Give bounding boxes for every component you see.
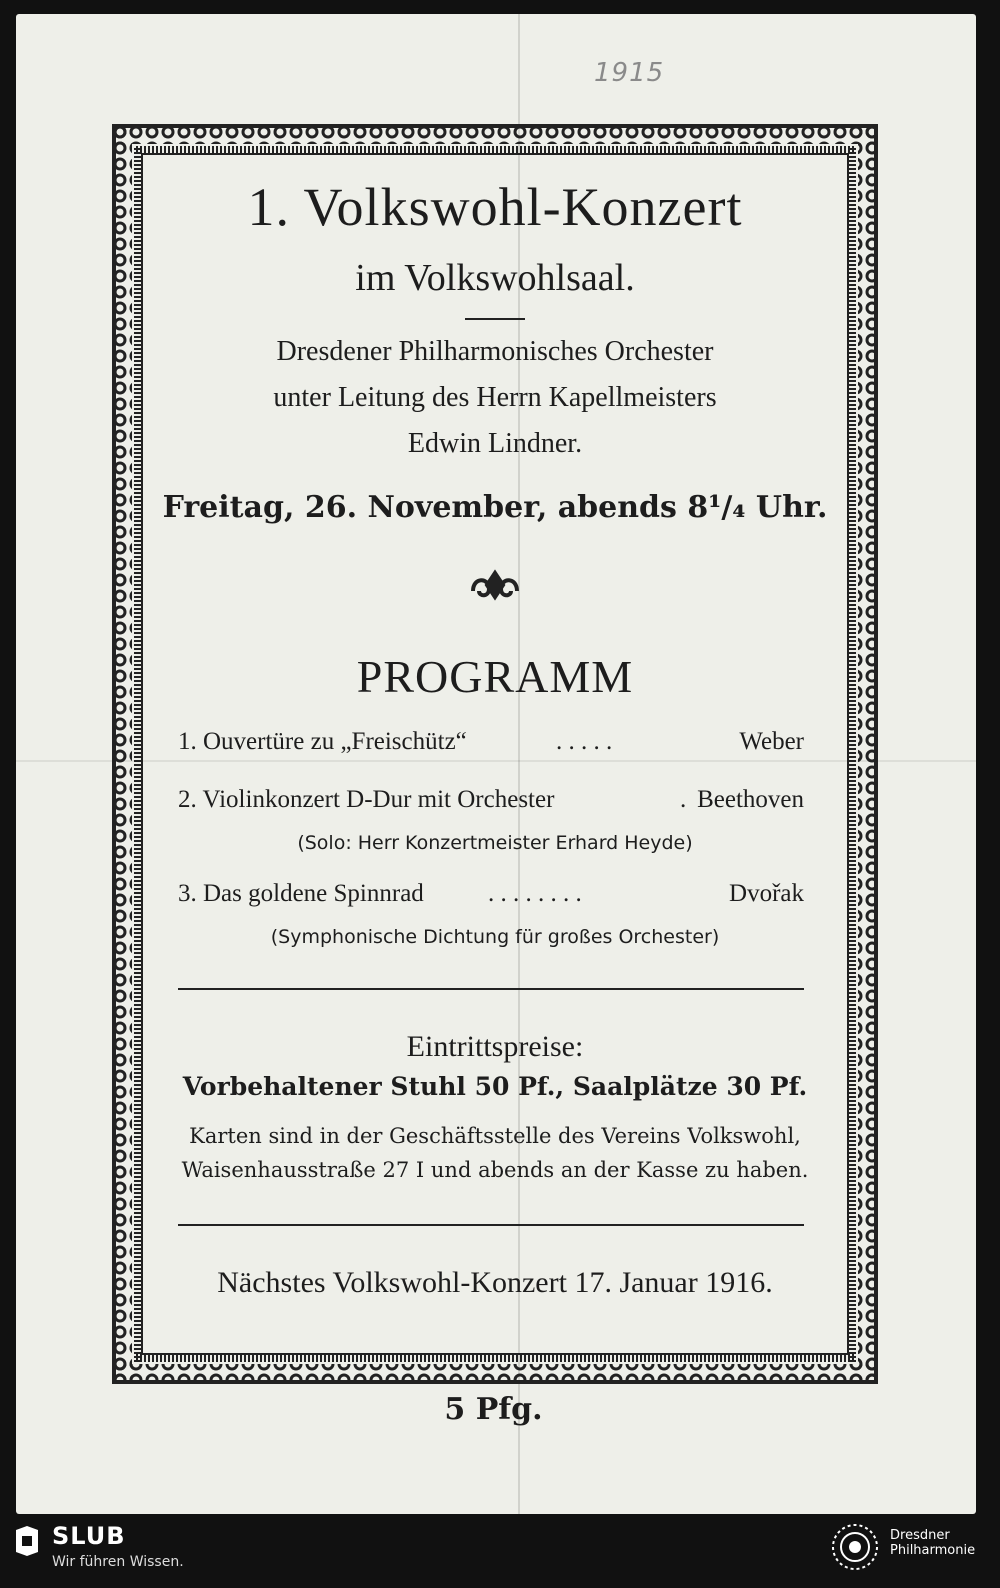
prices-heading: Eintrittspreise: [406, 1030, 584, 1063]
slub-logo-icon [14, 1526, 40, 1556]
concert-date: Freitag, 26. November, abends 8¹/₄ Uhr. [162, 490, 828, 525]
library-tagline: Wir führen Wissen. [52, 1554, 184, 1570]
program-item-title: 3. Das goldene Spinnrad [178, 880, 424, 907]
prices-line: Vorbehaltener Stuhl 50 Pf., Saalplätze 30 Pf. [182, 1072, 808, 1101]
footer-bar [0, 1516, 1000, 1588]
program-item-dots: . [680, 786, 687, 813]
program-item-note: (Symphonische Dichtung für großes Orchester) [270, 926, 720, 948]
tickets-info-line-1: Karten sind in der Geschäftsstelle des Vereins Volkswohl, [189, 1124, 801, 1148]
sheet-price: 5 Pfg. [444, 1392, 543, 1427]
program-item-composer: Weber [739, 728, 804, 755]
concert-venue: im Volkswohlsaal. [355, 257, 635, 299]
program-item [112, 880, 878, 916]
program-item-dots: . . . . . . . . [488, 880, 582, 907]
partner-name [890, 1528, 975, 1558]
program-item-title: 1. Ouvertüre zu „Freischütz“ [178, 728, 467, 755]
program-item-composer: Beethoven [697, 786, 804, 813]
section-divider [178, 1224, 804, 1226]
orchestra-line-1: Dresdener Philharmonisches Orchester [276, 336, 714, 367]
short-divider [465, 318, 525, 320]
program-item-composer: Dvořak [729, 880, 804, 907]
partner-name-line-2: Philharmonie [890, 1543, 976, 1558]
section-divider [178, 988, 804, 990]
concert-title: 1. Volkswohl-Konzert [247, 177, 743, 237]
handwritten-year: 1915 [594, 58, 665, 88]
next-concert: Nächstes Volkswohl-Konzert 17. Januar 1916. [217, 1266, 773, 1299]
program-heading: PROGRAMM [356, 651, 634, 702]
ornament-icon [112, 562, 878, 612]
tickets-info-line-2: Waisenhausstraße 27 I und abends an der Kasse zu haben. [181, 1158, 809, 1182]
conductor-name: Edwin Lindner. [407, 428, 583, 459]
program-sheet [112, 124, 878, 1384]
philharmonie-logo-icon [830, 1522, 880, 1572]
program-item-dots: . . . . . [556, 728, 613, 755]
program-item [112, 786, 878, 822]
partner-name-line-1: Dresdner [890, 1528, 950, 1543]
orchestra-line-2: unter Leitung des Herrn Kapellmeisters [273, 382, 717, 413]
library-name: SLUB [52, 1522, 126, 1550]
program-item-note: (Solo: Herr Konzertmeister Erhard Heyde) [297, 832, 693, 854]
program-item [112, 728, 878, 764]
program-item-title: 2. Violinkonzert D-Dur mit Orchester [178, 786, 555, 813]
